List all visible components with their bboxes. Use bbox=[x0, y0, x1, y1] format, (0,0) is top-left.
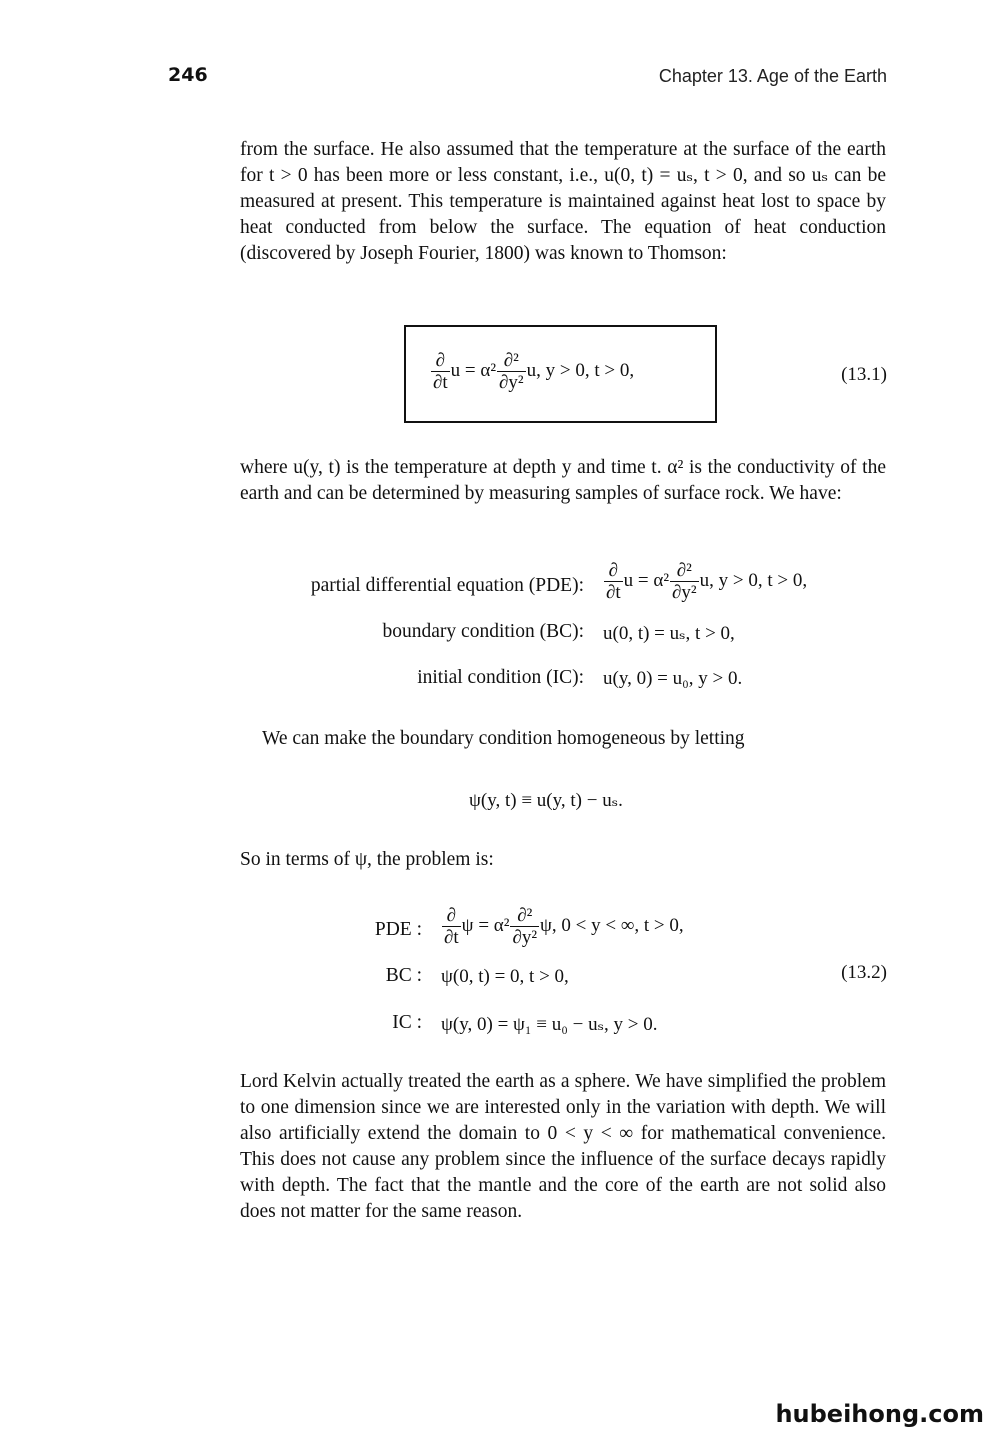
psi-definition: ψ(y, t) ≡ u(y, t) − uₛ. bbox=[469, 790, 623, 811]
ic-label: initial condition (IC): bbox=[417, 667, 584, 688]
page-number: 246 bbox=[168, 64, 208, 86]
equation-13-1: $\frac{\partial}{\partial t}$ u = α² $\frac{\text{∂²}}{\text{∂y²}}$ u, y > 0, t > 0, bbox=[433, 350, 635, 393]
bc-equation: u(0, t) = uₛ, t > 0, bbox=[603, 623, 735, 644]
pde-equation: $\frac{\partial}{\partial t}$ u = α² $\frac{\text{∂²}}{\text{∂y²}}$ u, y > 0, t > 0, bbox=[606, 560, 808, 603]
bc2-equation: ψ(0, t) = 0, t > 0, bbox=[441, 966, 569, 987]
paragraph-1: from the surface. He also assumed that the temperature at the surface of the earth for t > 0 has been more or less constant, i.e., u(0, t) = uₛ, t > 0, and so uₛ can be measured at present. This temperature is maintained against heat lost to space by heat conducted from below the surface. The equation of heat conduction (discovered by Joseph Fourier, 1800) was known to Thomson: bbox=[240, 139, 886, 264]
running-head: Chapter 13. Age of the Earth bbox=[658, 66, 887, 86]
frac-d2-dy2: $\frac{\text{∂²}}{\text{∂y²}}$ bbox=[499, 350, 524, 393]
ic2-label: IC : bbox=[392, 1012, 422, 1033]
paragraph-2: where u(y, t) is the temperature at depth y and time t. α² is the conductivity of the earth and can be determined by measuring samples of surface rock. We have: bbox=[240, 457, 886, 504]
equation-number-13-1: (13.1) bbox=[841, 364, 887, 385]
ic2-equation: ψ(y, 0) = ψ₁ ≡ u₀ − uₛ, y > 0. bbox=[441, 1014, 658, 1035]
bc2-label: BC : bbox=[385, 965, 422, 986]
paragraph-4: So in terms of ψ, the problem is: bbox=[240, 849, 494, 870]
paragraph-5: Lord Kelvin actually treated the earth as a sphere. We have simplified the problem to one dimension since we are interested only in the variation with depth. We will also artificially extend the domain to 0 < y < ∞ for mathematical convenience. This does not cause any problem since the influence of the surface decays rapidly with depth. The fact that the mantle and the core of the earth are not solid also does not matter for the same reason. bbox=[240, 1071, 886, 1222]
ic-equation: u(y, 0) = u₀, y > 0. bbox=[603, 668, 743, 689]
pde2-label: PDE : bbox=[374, 919, 422, 940]
watermark: hubeihong.com bbox=[775, 1400, 984, 1428]
pde-label: partial differential equation (PDE): bbox=[310, 575, 584, 596]
paragraph-3: We can make the boundary condition homogeneous by letting bbox=[262, 728, 745, 749]
frac-d-dt: $\frac{\partial}{\partial t}$ bbox=[433, 350, 448, 393]
bc-label: boundary condition (BC): bbox=[382, 621, 584, 642]
pde2-equation: $\frac{\partial}{\partial t}$ ψ = α² $\frac{\text{∂²}}{\text{∂y²}}$ ψ, 0 < y < ∞, t > 0, bbox=[444, 905, 684, 948]
equation-number-13-2: (13.2) bbox=[841, 962, 887, 983]
